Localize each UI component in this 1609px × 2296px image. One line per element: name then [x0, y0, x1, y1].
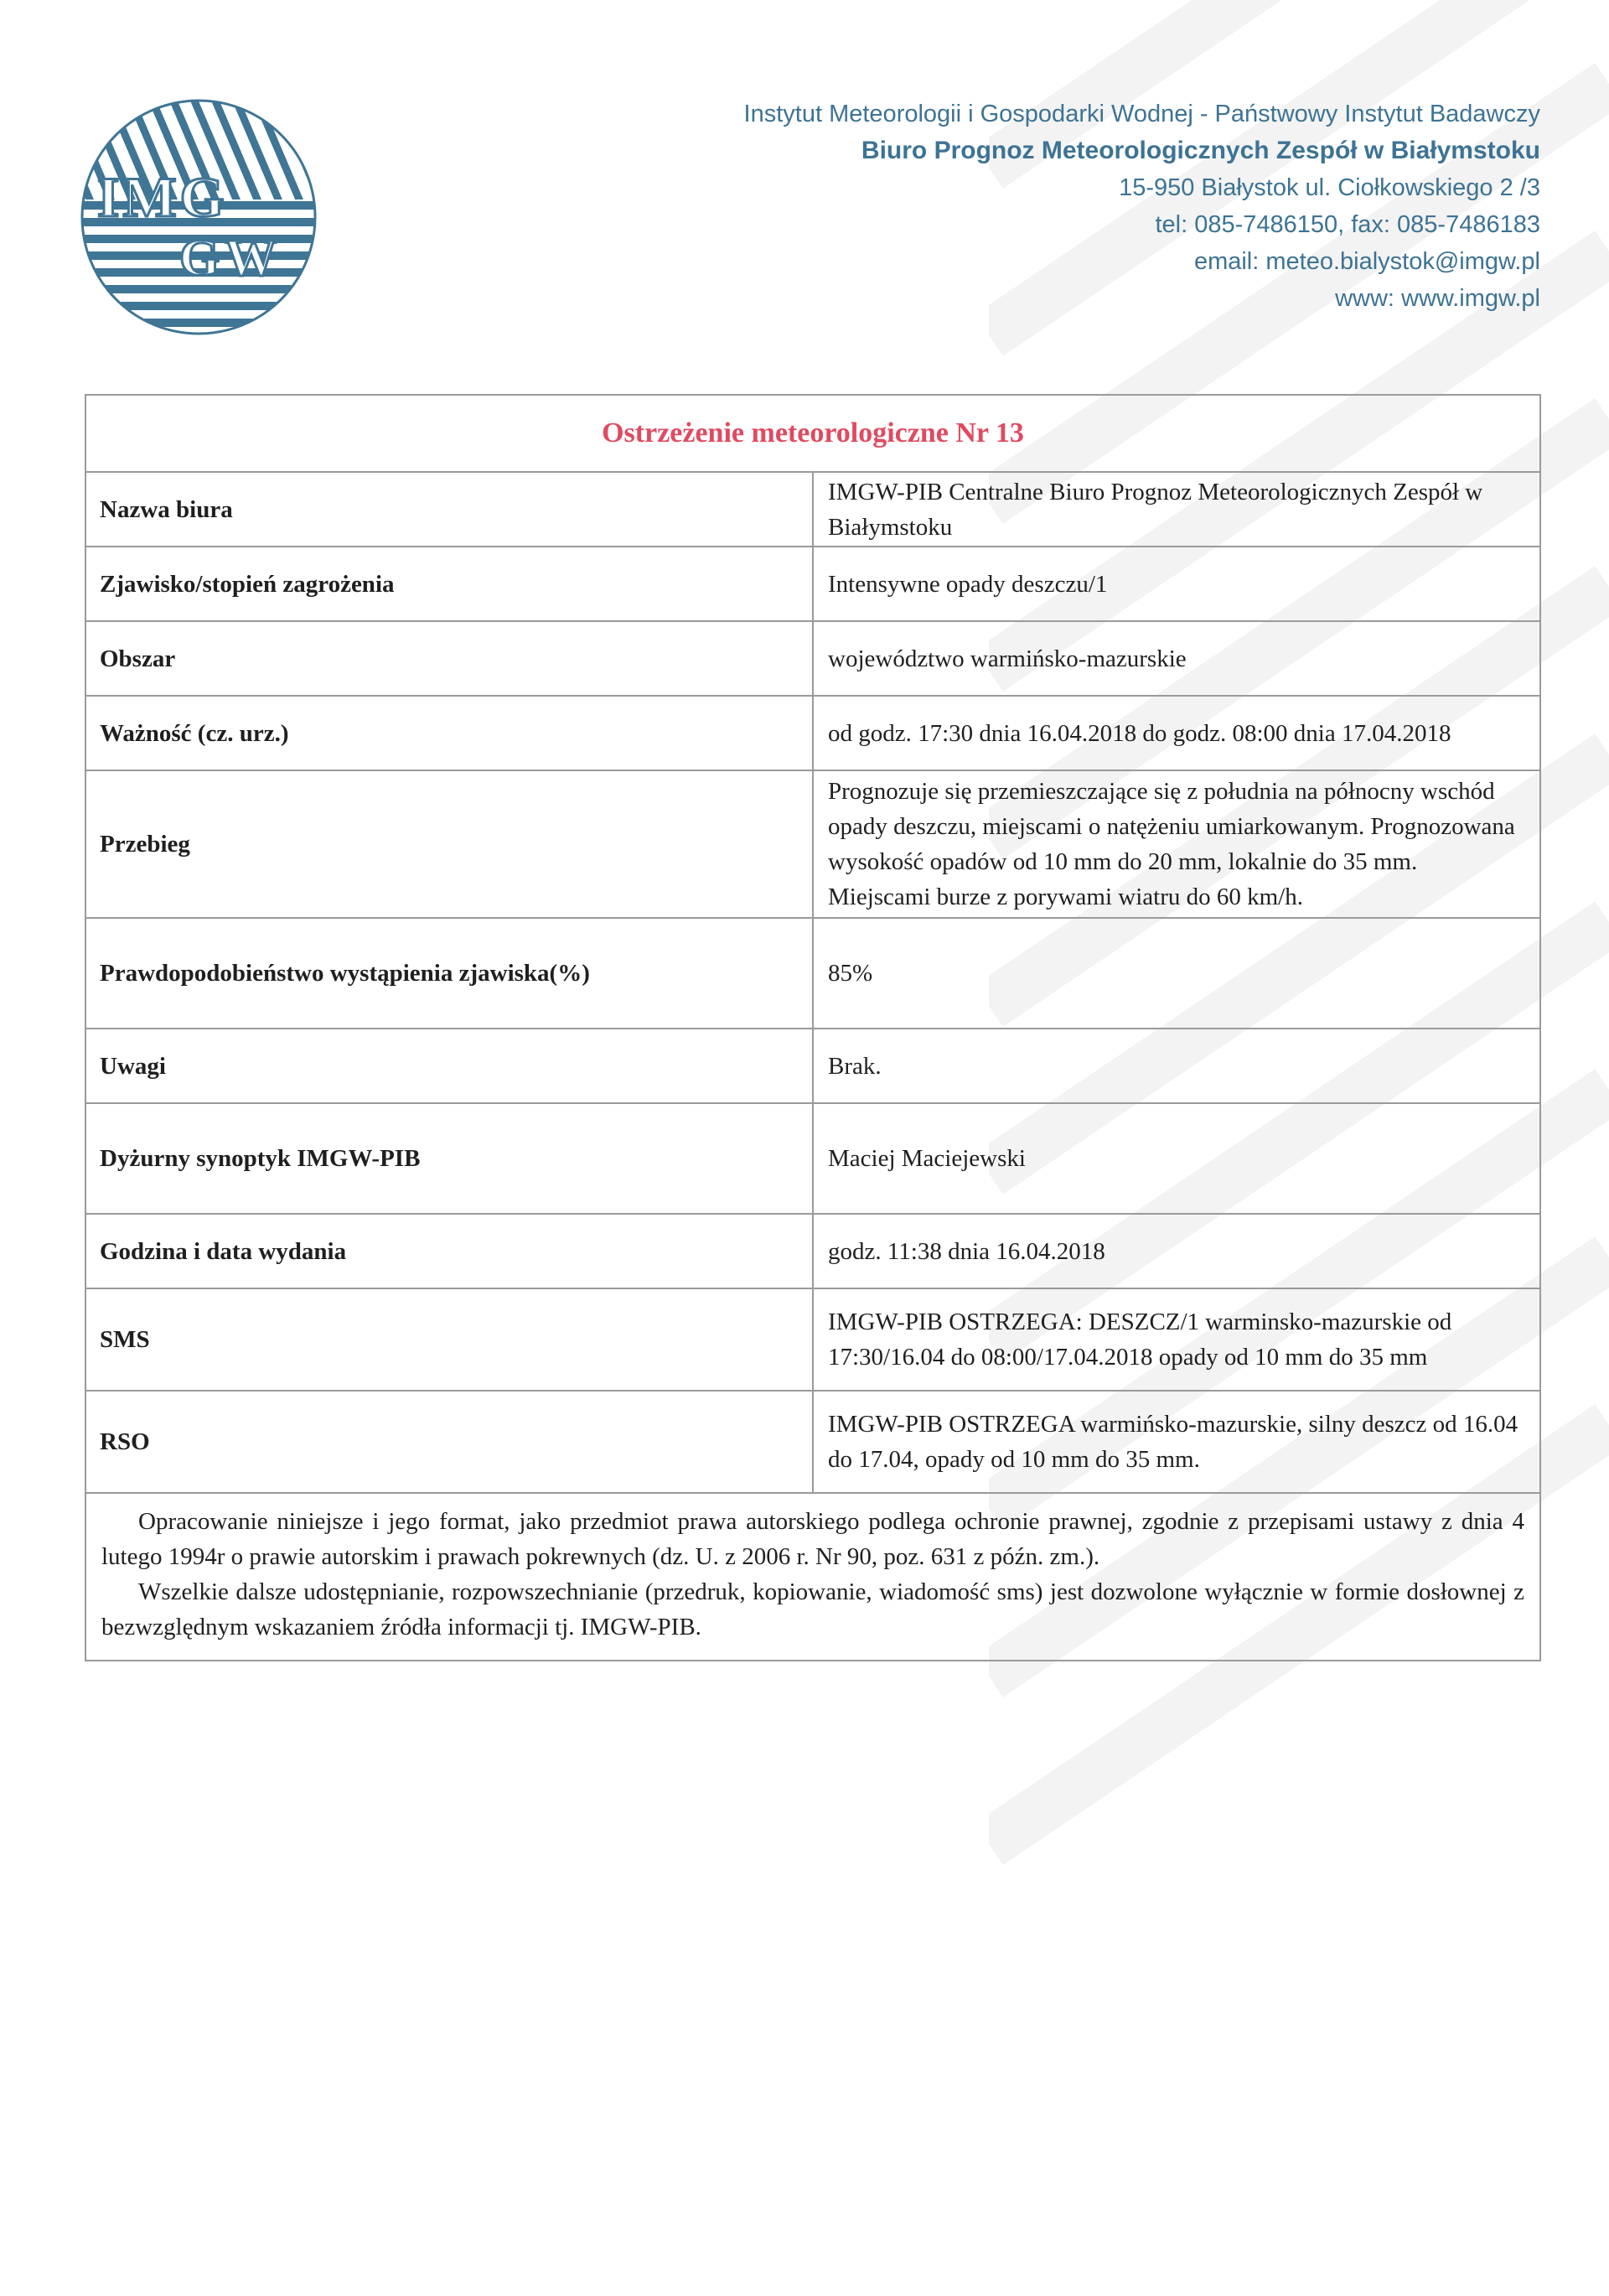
logo-text-img: IMG	[97, 165, 228, 229]
row-label-course: Przebieg	[85, 770, 813, 918]
table-row	[85, 770, 1540, 918]
table-row	[85, 696, 1540, 770]
row-value-phenomenon: Intensywne opady deszczu/1	[813, 547, 1540, 621]
row-value-sms: IMGW-PIB OSTRZEGA: DESZCZ/1 warminsko-mazurskie od 17:30/16.04 do 08:00/17.04.2018 opady od 10 mm do 35 mm	[813, 1288, 1540, 1391]
row-value-office: IMGW-PIB Centralne Biuro Prognoz Meteorologicznych Zespół w Białymstoku	[813, 472, 1540, 547]
row-label-sms: SMS	[85, 1288, 813, 1391]
warning-title: Ostrzeżenie meteorologiczne Nr 13	[85, 395, 1540, 472]
row-value-area: województwo warmińsko-mazurskie	[813, 621, 1540, 696]
row-value-issued: godz. 11:38 dnia 16.04.2018	[813, 1214, 1540, 1288]
table-row	[85, 918, 1540, 1029]
row-value-rso: IMGW-PIB OSTRZEGA warmińsko-mazurskie, silny deszcz od 16.04 do 17.04, opady od 10 mm do 35 mm.	[813, 1391, 1540, 1493]
row-label-rso: RSO	[85, 1391, 813, 1493]
table-row	[85, 1391, 1540, 1493]
office-email[interactable]: email: meteo.bialystok@imgw.pl	[1193, 248, 1540, 275]
table-row	[85, 472, 1540, 547]
copyright-paragraph-1: Opracowanie niniejsze i jego format, jako przedmiot prawa autorskiego podlega ochronie prawnej, zgodnie z przepisami ustawy z dnia 4 lutego 1994r o prawie autorskim i prawach pokrewnych (dz. U. z 2006 r. Nr 90, poz. 631 z późn. zm.).	[101, 1508, 1524, 1570]
table-row	[85, 547, 1540, 621]
copyright-paragraph-2: Wszelkie dalsze udostępnianie, rozpowszechnianie (przedruk, kopiowanie, wiadomość sms) jest dozwolone wyłącznie w formie dosłownej z bezwzględnym wskazaniem źródła informacji tj. IMGW-PIB.	[101, 1578, 1524, 1640]
office-address: 15-950 Białystok ul. Ciołkowskiego 2 /3	[1119, 174, 1540, 201]
row-label-area: Obszar	[85, 621, 813, 696]
table-row	[85, 1288, 1540, 1391]
header-contact	[451, 96, 1540, 317]
office-phone: tel: 085-7486150, fax: 085-7486183	[1155, 211, 1540, 238]
row-value-probability: 85%	[813, 918, 1540, 1029]
imgw-logo	[80, 99, 317, 335]
row-value-course: Prognozuje się przemieszczające się z południa na północny wschód opady deszczu, miejscami o natężeniu umiarkowanym. Prognozowana wysokość opadów od 10 mm do 20 mm, lokalnie do 35 mm. Miejscami burze z porywami wiatru do 60 km/h.	[813, 770, 1540, 918]
office-name: Biuro Prognoz Meteorologicznych Zespół w Białymstoku	[861, 137, 1540, 164]
row-label-probability: Prawdopodobieństwo wystąpienia zjawiska(%)	[85, 918, 813, 1029]
logo-text-gw: GW	[179, 230, 282, 287]
institute-name: Instytut Meteorologii i Gospodarki Wodnej - Państwowy Instytut Badawczy	[743, 101, 1540, 127]
row-value-forecaster: Maciej Maciejewski	[813, 1103, 1540, 1214]
row-label-phenomenon: Zjawisko/stopień zagrożenia	[85, 547, 813, 621]
row-label-validity: Ważność (cz. urz.)	[85, 696, 813, 770]
copyright-notice	[85, 1493, 1540, 1661]
table-row	[85, 1029, 1540, 1103]
row-value-remarks: Brak.	[813, 1029, 1540, 1103]
row-label-forecaster: Dyżurny synoptyk IMGW-PIB	[85, 1103, 813, 1214]
warning-table	[85, 394, 1541, 1661]
row-value-validity: od godz. 17:30 dnia 16.04.2018 do godz. 08:00 dnia 17.04.2018	[813, 696, 1540, 770]
office-website[interactable]: www: www.imgw.pl	[1335, 285, 1540, 312]
row-label-remarks: Uwagi	[85, 1029, 813, 1103]
row-label-office: Nazwa biura	[85, 472, 813, 547]
table-row	[85, 1214, 1540, 1288]
row-label-issued: Godzina i data wydania	[85, 1214, 813, 1288]
table-row	[85, 1103, 1540, 1214]
table-row	[85, 621, 1540, 696]
